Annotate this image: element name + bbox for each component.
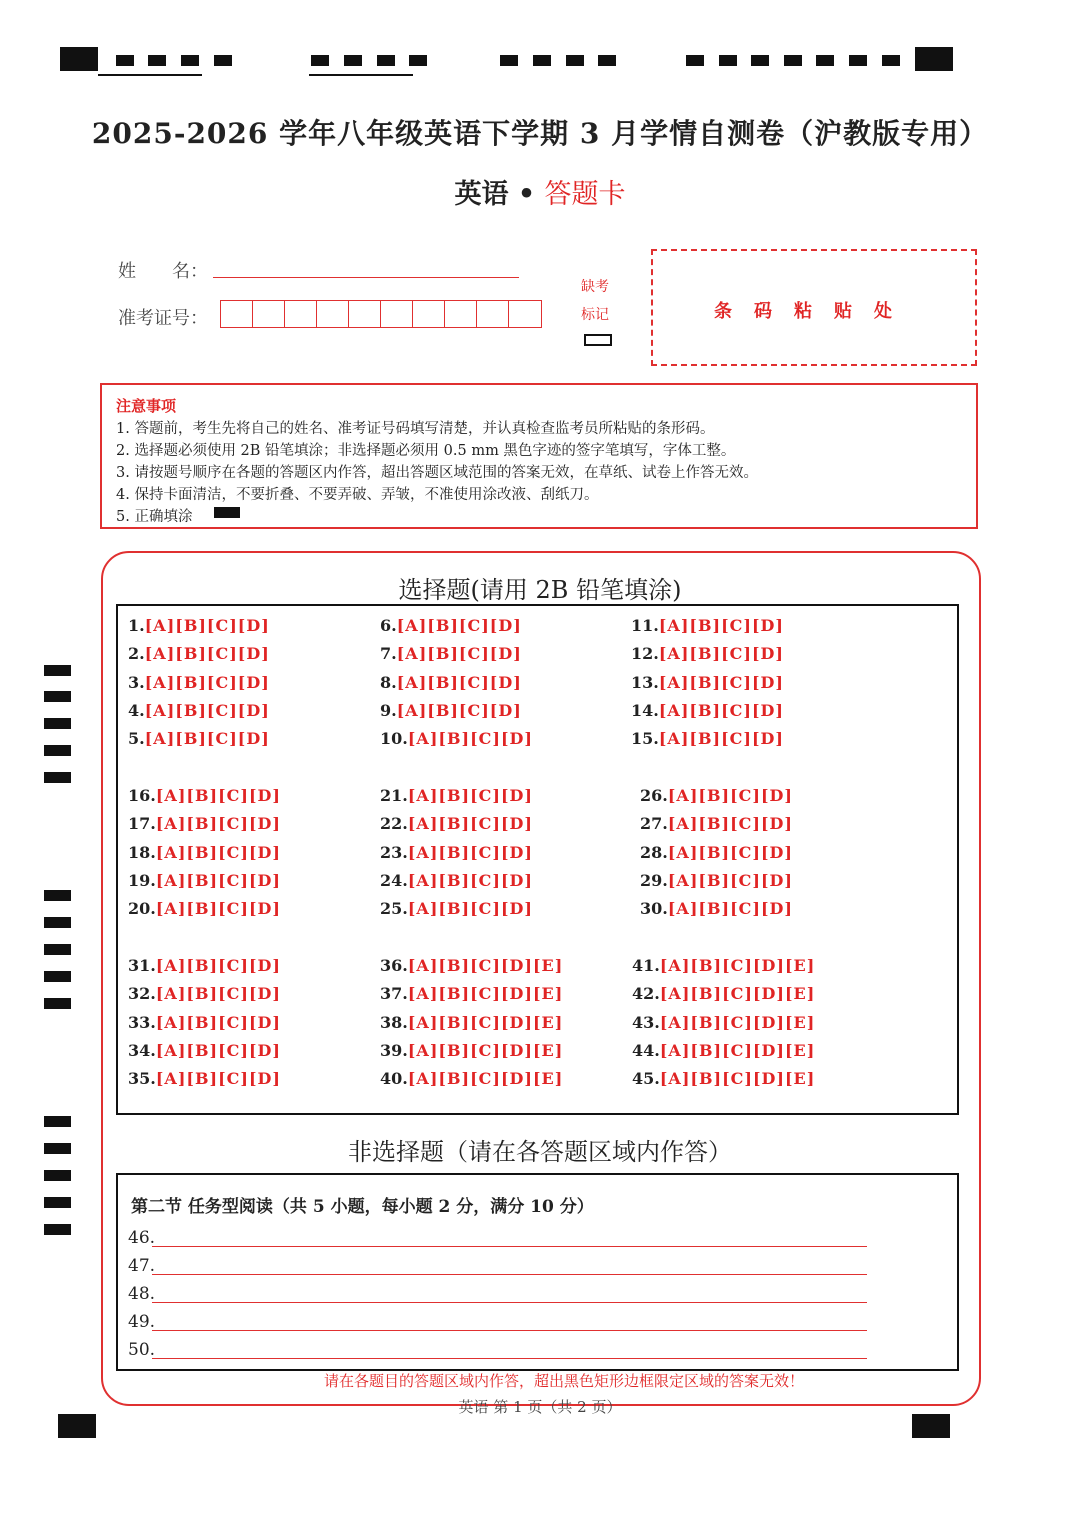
mc-question[interactable]: [640, 786, 793, 805]
mc-question[interactable]: [128, 1041, 281, 1060]
question-number: 13.: [631, 672, 659, 692]
notice-item: 5. 正确填涂: [116, 509, 193, 525]
question-number: 10.: [380, 729, 408, 749]
timing-mark: [311, 55, 329, 66]
question-number: 38.: [380, 1012, 408, 1032]
answer-options[interactable]: [A][B][C][D]: [658, 700, 784, 720]
question-number: 28.: [640, 842, 668, 862]
mc-question[interactable]: [128, 786, 281, 805]
answer-line[interactable]: [152, 1302, 867, 1303]
side-mark: [44, 1170, 71, 1181]
answer-options[interactable]: [A][B][C][D][E]: [659, 1040, 816, 1060]
answer-options[interactable]: [A][B][C][D][E]: [659, 956, 816, 975]
answer-options[interactable]: [A][B][C][D]: [667, 814, 793, 834]
fill-example: [214, 507, 240, 518]
exam-id-digit-box[interactable]: [316, 300, 349, 328]
answer-options[interactable]: [A][B][C][D]: [155, 1069, 281, 1089]
mc-question[interactable]: [380, 673, 522, 692]
answer-number: 46.: [128, 1228, 156, 1248]
question-number: 30.: [640, 899, 668, 919]
question-number: 40.: [380, 1069, 408, 1089]
boundary-warning: 请在各题目的答题区域内作答，超出黑色矩形边框限定区域的答案无效！: [323, 1372, 804, 1390]
mc-question[interactable]: [380, 956, 563, 975]
question-number: 44.: [632, 1040, 660, 1060]
mc-question[interactable]: [128, 729, 270, 748]
mc-question[interactable]: [128, 644, 270, 663]
mc-question[interactable]: [632, 1041, 815, 1060]
question-number: 19.: [128, 870, 156, 890]
timing-mark: [98, 74, 202, 76]
mc-question[interactable]: [380, 616, 522, 635]
answer-number: 49.: [128, 1312, 156, 1332]
answer-options[interactable]: [A][B][C][D]: [658, 644, 784, 664]
answer-options[interactable]: [A][B][C][D]: [144, 644, 270, 664]
answer-options[interactable]: [A][B][C][D]: [155, 1012, 281, 1032]
timing-mark: [719, 55, 737, 66]
answer-options[interactable]: [A][B][C][D][E]: [659, 1069, 816, 1089]
question-number: 6.: [380, 616, 397, 635]
mc-question[interactable]: [632, 956, 815, 975]
mc-question[interactable]: [128, 1069, 281, 1088]
mc-question[interactable]: [128, 814, 281, 833]
written-section-title: 非选择题（请在各答题区域内作答）: [348, 1138, 732, 1166]
timing-mark: [686, 55, 704, 66]
answer-options[interactable]: [A][B][C][D]: [396, 644, 522, 664]
exam-id-digit-box[interactable]: [444, 300, 477, 328]
answer-options[interactable]: [A][B][C][D]: [407, 786, 533, 805]
side-mark: [44, 1116, 71, 1127]
question-number: 21.: [380, 786, 408, 805]
answer-options[interactable]: [A][B][C][D]: [155, 786, 281, 805]
side-mark: [44, 745, 71, 756]
subject-label: 英语: [454, 179, 509, 210]
timing-mark: [533, 55, 551, 66]
answer-options[interactable]: [A][B][C][D]: [144, 672, 270, 692]
question-number: 35.: [128, 1069, 156, 1089]
answer-line[interactable]: [152, 1358, 867, 1359]
barcode-area: [651, 249, 977, 366]
answer-options[interactable]: [A][B][C][D]: [396, 616, 522, 635]
question-number: 37.: [380, 984, 408, 1004]
answer-options[interactable]: [A][B][C][D][E]: [407, 984, 564, 1004]
notice-box: [100, 383, 978, 529]
question-number: 39.: [380, 1040, 408, 1060]
mc-question[interactable]: [128, 1013, 281, 1032]
barcode-label: 条码粘贴处: [714, 301, 914, 322]
question-number: 34.: [128, 1040, 156, 1060]
notice-item: 3. 请按题号顺序在各题的答题区内作答，超出答题区域范围的答案无效，在草纸、试卷上作答无效。: [116, 465, 758, 481]
question-number: 43.: [632, 1012, 660, 1032]
timing-mark: [915, 47, 953, 71]
mc-question[interactable]: [380, 786, 533, 805]
question-number: 9.: [380, 700, 397, 720]
mc-question[interactable]: [380, 899, 533, 918]
question-number: 22.: [380, 814, 408, 834]
timing-mark: [309, 74, 413, 76]
absent-checkbox[interactable]: [584, 334, 612, 346]
question-number: 45.: [632, 1069, 660, 1089]
written-answer-box: [116, 1173, 959, 1371]
answer-number: 47.: [128, 1256, 156, 1276]
mc-question[interactable]: [632, 984, 815, 1003]
question-number: 5.: [128, 729, 145, 749]
timing-mark: [598, 55, 616, 66]
question-number: 33.: [128, 1012, 156, 1032]
mc-question[interactable]: [380, 843, 533, 862]
timing-mark: [409, 55, 427, 66]
mc-question[interactable]: [128, 956, 281, 975]
timing-mark: [784, 55, 802, 66]
side-mark: [44, 944, 71, 955]
side-mark: [44, 998, 71, 1009]
corner-mark: [58, 1414, 96, 1438]
mc-question[interactable]: [380, 701, 522, 720]
answer-options[interactable]: [A][B][C][D]: [155, 899, 281, 919]
timing-mark: [751, 55, 769, 66]
question-number: 2.: [128, 644, 145, 664]
side-mark: [44, 890, 71, 901]
answer-options[interactable]: [A][B][C][D]: [667, 842, 793, 862]
question-number: 29.: [640, 870, 668, 890]
side-mark: [44, 917, 71, 928]
mc-question[interactable]: [631, 616, 784, 635]
timing-mark: [148, 55, 166, 66]
question-number: 1.: [128, 616, 145, 635]
answer-options[interactable]: [A][B][C][D]: [407, 870, 533, 890]
side-mark: [44, 772, 71, 783]
notice-item: 2. 选择题必须使用 2B 铅笔填涂；非选择题必须用 0.5 mm 黑色字迹的签字笔填写，字体工整。: [116, 443, 736, 459]
mc-question[interactable]: [128, 899, 281, 918]
mc-question[interactable]: [128, 843, 281, 862]
answer-options[interactable]: [A][B][C][D]: [155, 956, 281, 975]
mc-question[interactable]: [128, 673, 270, 692]
answer-options[interactable]: [A][B][C][D]: [396, 700, 522, 720]
exam-id-digit-box[interactable]: [348, 300, 381, 328]
name-label: 姓 名：: [118, 261, 208, 282]
answer-options[interactable]: [A][B][C][D]: [667, 899, 793, 919]
notice-item: 4. 保持卡面清洁，不要折叠、不要弄破、弄皱，不准使用涂改液、刮纸刀。: [116, 487, 599, 503]
question-number: 11.: [631, 616, 659, 635]
answer-options[interactable]: [A][B][C][D]: [155, 1040, 281, 1060]
mc-question[interactable]: [380, 814, 533, 833]
mc-question[interactable]: [632, 1069, 815, 1088]
corner-mark: [912, 1414, 950, 1438]
mc-question[interactable]: [380, 1069, 563, 1088]
notice-title: 注意事项: [116, 397, 177, 415]
exam-id-digit-box[interactable]: [476, 300, 509, 328]
question-number: 41.: [632, 956, 660, 975]
answer-options[interactable]: [A][B][C][D][E]: [407, 1040, 564, 1060]
answer-card-label: 答题卡: [544, 179, 626, 210]
mc-question[interactable]: [128, 616, 270, 635]
mc-question[interactable]: [380, 984, 563, 1003]
answer-options[interactable]: [A][B][C][D]: [396, 672, 522, 692]
side-mark: [44, 691, 71, 702]
page-number: 英语 第 1 页（共 2 页）: [458, 1398, 622, 1416]
answer-options[interactable]: [A][B][C][D]: [407, 814, 533, 834]
question-number: 7.: [380, 644, 397, 664]
exam-id-digit-box[interactable]: [380, 300, 413, 328]
timing-mark: [816, 55, 834, 66]
answer-options[interactable]: [A][B][C][D]: [667, 870, 793, 890]
timing-mark: [214, 55, 232, 66]
question-number: 23.: [380, 842, 408, 862]
mc-question[interactable]: [128, 701, 270, 720]
exam-id-digit-box[interactable]: [508, 300, 542, 328]
question-number: 31.: [128, 956, 156, 975]
question-number: 3.: [128, 672, 145, 692]
timing-mark: [849, 55, 867, 66]
mc-question[interactable]: [380, 644, 522, 663]
question-number: 20.: [128, 899, 156, 919]
timing-mark: [566, 55, 584, 66]
mc-question[interactable]: [380, 1013, 563, 1032]
notice-item: 1. 答题前，考生先将自己的姓名、准考证号码填写清楚，并认真检查监考员所粘贴的条形码。: [116, 421, 715, 437]
name-field[interactable]: [213, 277, 519, 278]
answer-options[interactable]: [A][B][C][D]: [144, 700, 270, 720]
answer-options[interactable]: [A][B][C][D]: [407, 899, 533, 919]
answer-options[interactable]: [A][B][C][D]: [155, 870, 281, 890]
mc-question[interactable]: [631, 701, 784, 720]
mc-question[interactable]: [640, 814, 793, 833]
question-number: 27.: [640, 814, 668, 834]
mc-question[interactable]: [631, 644, 784, 663]
exam-id-digit-box[interactable]: [252, 300, 285, 328]
answer-options[interactable]: [A][B][C][D][E]: [659, 984, 816, 1004]
answer-options[interactable]: [A][B][C][D][E]: [407, 956, 564, 975]
exam-id-digit-box[interactable]: [412, 300, 445, 328]
answer-options[interactable]: [A][B][C][D]: [155, 842, 281, 862]
question-number: 32.: [128, 984, 156, 1004]
exam-id-digit-box[interactable]: [220, 300, 253, 328]
side-mark: [44, 718, 71, 729]
question-number: 4.: [128, 700, 145, 720]
exam-id-digit-box[interactable]: [284, 300, 317, 328]
mc-question[interactable]: [640, 843, 793, 862]
card-subtitle: [0, 172, 1080, 211]
mc-question[interactable]: [380, 729, 533, 748]
timing-mark: [500, 55, 518, 66]
mc-question[interactable]: [640, 871, 793, 890]
timing-mark: [116, 55, 134, 66]
mc-question[interactable]: [128, 984, 281, 1003]
side-mark: [44, 665, 71, 676]
answer-number: 48.: [128, 1284, 156, 1304]
mc-question[interactable]: [380, 871, 533, 890]
timing-mark: [181, 55, 199, 66]
answer-number: 50.: [128, 1340, 156, 1360]
answer-options[interactable]: [A][B][C][D][E]: [659, 1012, 816, 1032]
answer-options[interactable]: [A][B][C][D]: [407, 842, 533, 862]
mc-question[interactable]: [380, 1041, 563, 1060]
answer-options[interactable]: [A][B][C][D]: [667, 786, 793, 805]
mc-question[interactable]: [128, 871, 281, 890]
question-number: 14.: [631, 700, 659, 720]
section-heading: 第二节 任务型阅读（共 5 小题，每小题 2 分，满分 10 分）: [131, 1197, 594, 1217]
timing-mark: [344, 55, 362, 66]
question-number: 15.: [631, 729, 659, 749]
question-number: 16.: [128, 786, 156, 805]
page-title: 2025-2026 学年八年级英语下学期 3 月学情自测卷（沪教版专用）: [91, 117, 989, 150]
question-number: 8.: [380, 672, 397, 692]
side-mark: [44, 971, 71, 982]
timing-mark: [377, 55, 395, 66]
question-number: 42.: [632, 984, 660, 1004]
question-number: 17.: [128, 814, 156, 834]
absent-label: 缺考: [581, 279, 609, 295]
timing-mark: [60, 47, 98, 71]
answer-options[interactable]: [A][B][C][D][E]: [407, 1012, 564, 1032]
question-number: 36.: [380, 956, 408, 975]
side-mark: [44, 1197, 71, 1208]
absent-label-2: 标记: [581, 307, 609, 323]
answer-options[interactable]: [A][B][C][D]: [658, 729, 784, 749]
answer-options[interactable]: [A][B][C][D]: [144, 729, 270, 749]
answer-options[interactable]: [A][B][C][D]: [155, 814, 281, 834]
question-number: 25.: [380, 899, 408, 919]
answer-line[interactable]: [152, 1246, 867, 1247]
exam-id-label: 准考证号：: [118, 308, 208, 329]
question-number: 24.: [380, 870, 408, 890]
answer-line[interactable]: [152, 1274, 867, 1275]
answer-options[interactable]: [A][B][C][D]: [407, 729, 533, 749]
answer-options[interactable]: [A][B][C][D]: [144, 616, 270, 635]
mc-question[interactable]: [631, 729, 784, 748]
answer-options[interactable]: [A][B][C][D]: [658, 616, 784, 635]
mc-question[interactable]: [640, 899, 793, 918]
mc-question[interactable]: [631, 673, 784, 692]
mc-section-title: 选择题(请用 2B 铅笔填涂): [398, 576, 682, 604]
question-number: 18.: [128, 842, 156, 862]
timing-mark: [882, 55, 900, 66]
separator-dot: •: [517, 179, 536, 210]
question-number: 12.: [631, 644, 659, 664]
answer-options[interactable]: [A][B][C][D][E]: [407, 1069, 564, 1089]
side-mark: [44, 1224, 71, 1235]
question-number: 26.: [640, 786, 668, 805]
mc-question[interactable]: [632, 1013, 815, 1032]
answer-options[interactable]: [A][B][C][D]: [155, 984, 281, 1004]
answer-line[interactable]: [152, 1330, 867, 1331]
answer-options[interactable]: [A][B][C][D]: [658, 672, 784, 692]
